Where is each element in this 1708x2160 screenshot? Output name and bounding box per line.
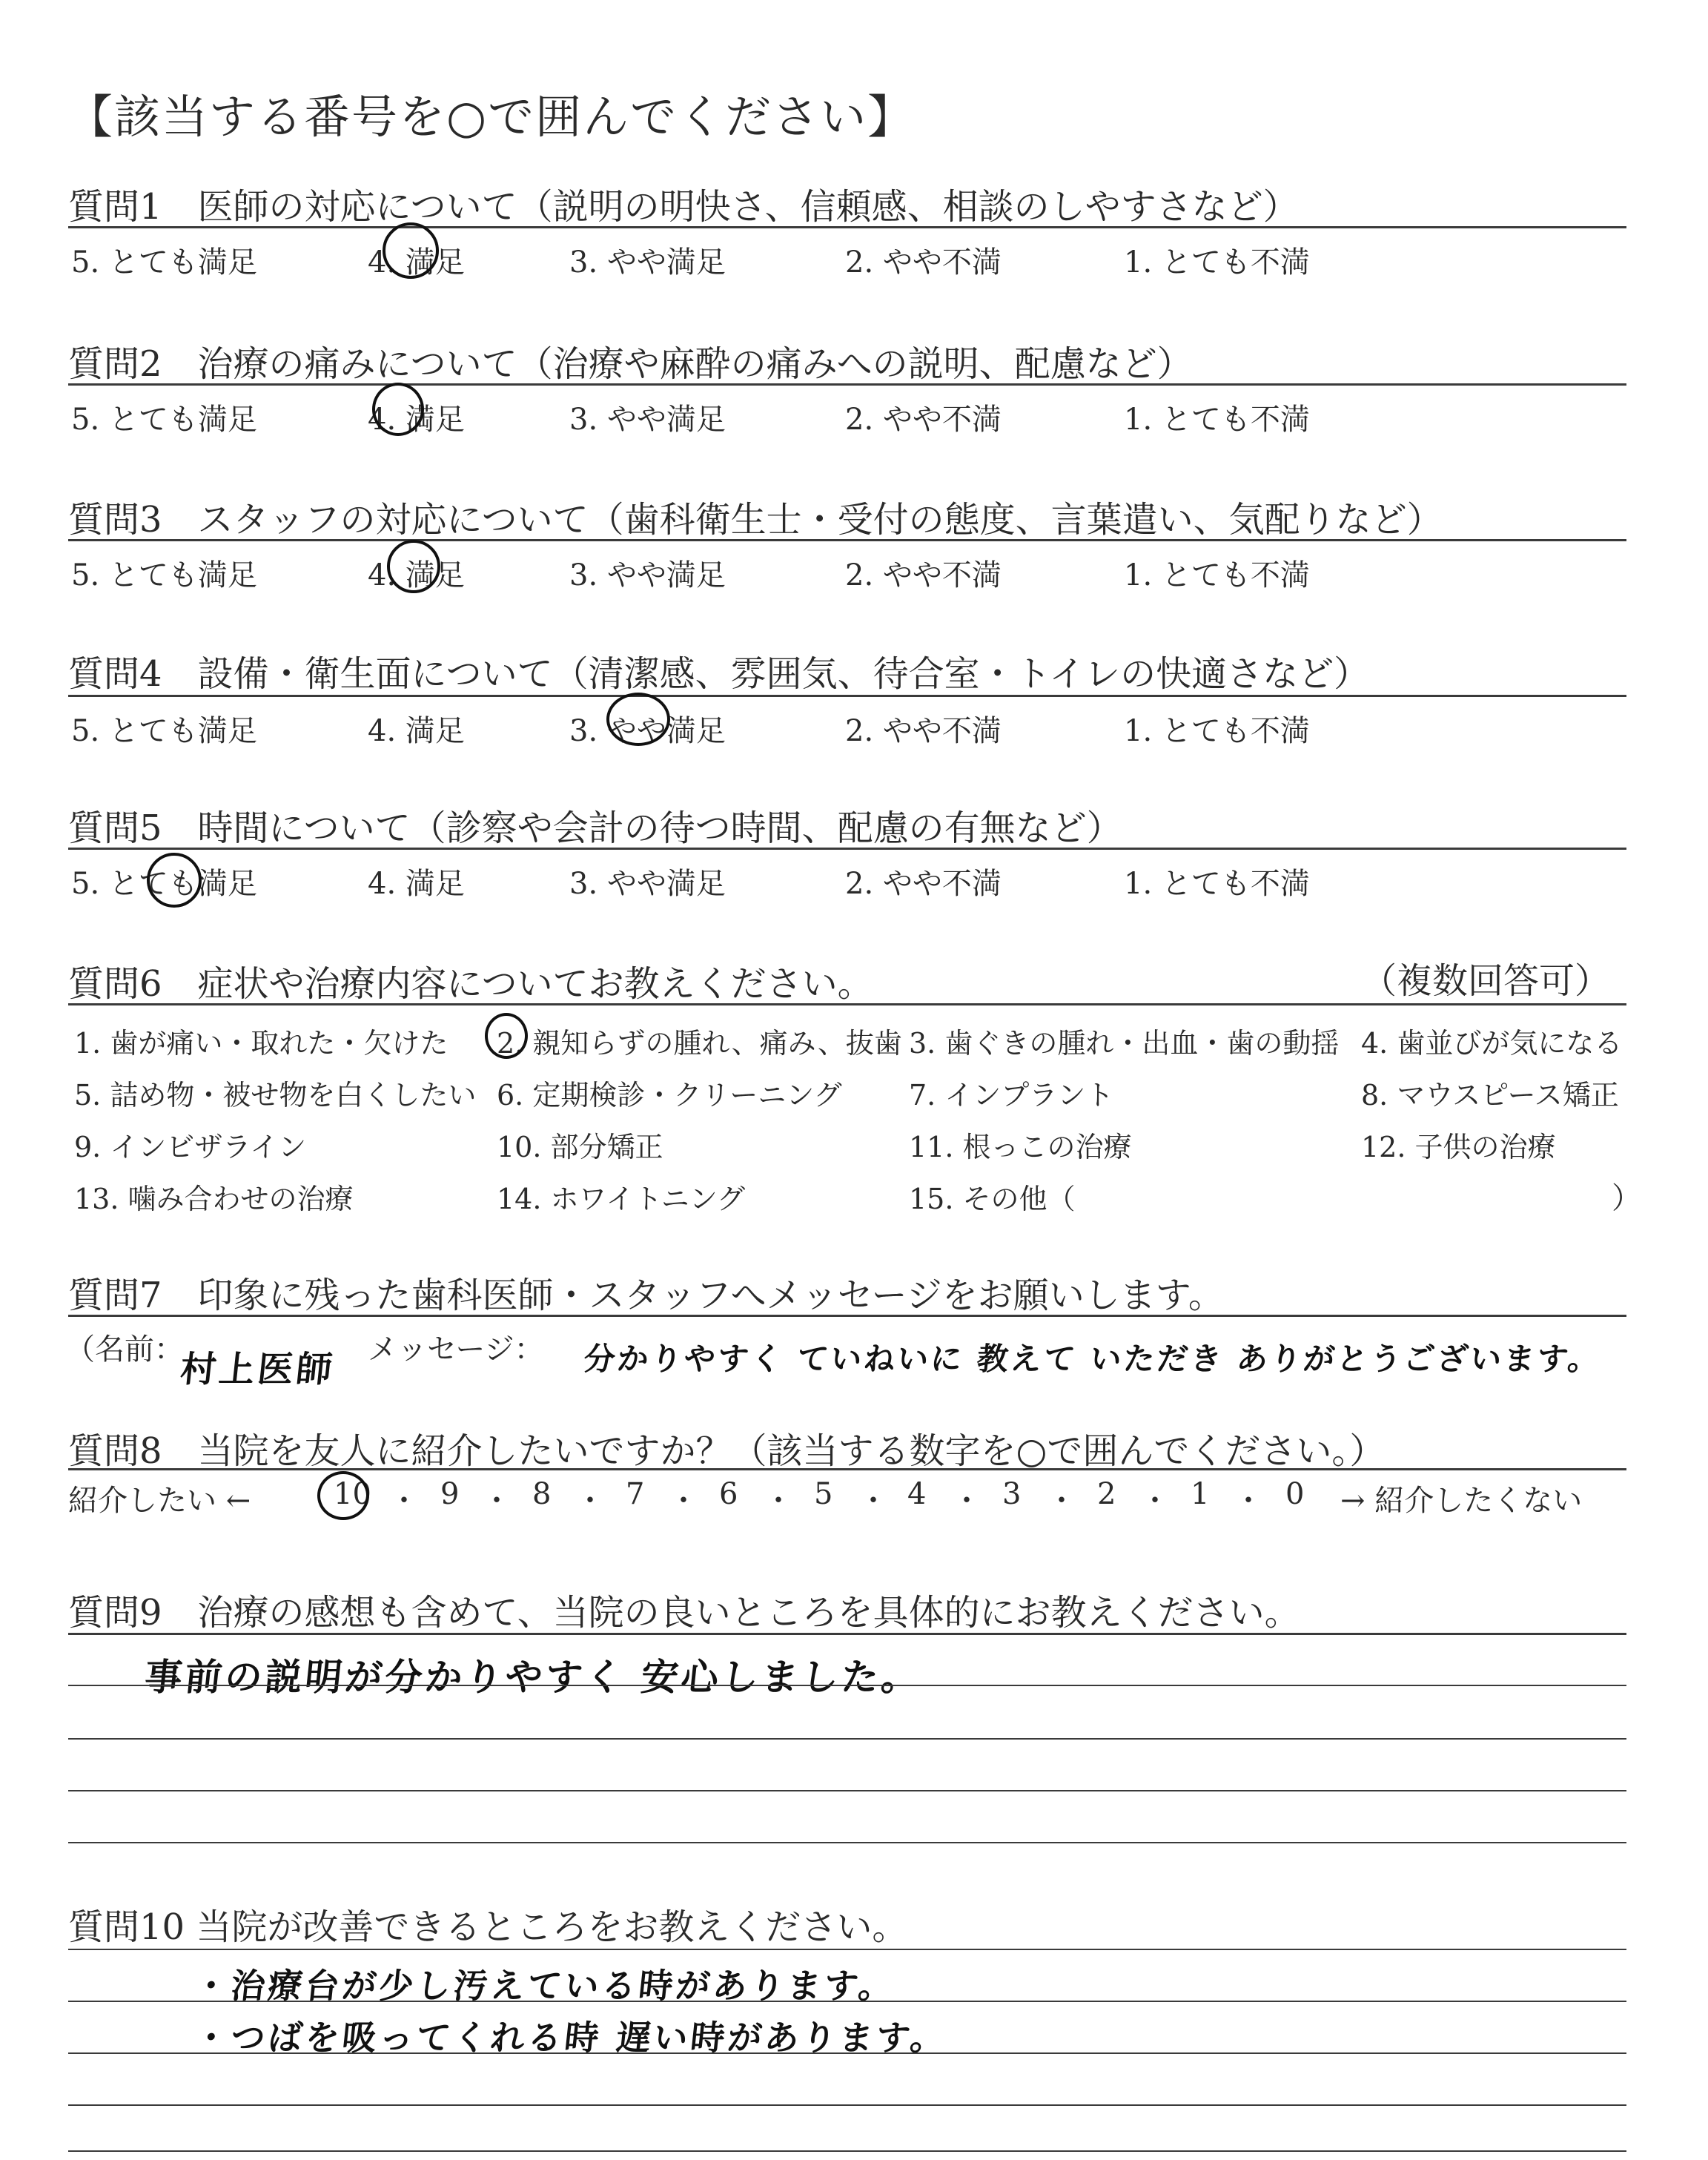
writing-line — [68, 1633, 1626, 1635]
q6-option-5[interactable]: 5. 詰め物・被せ物を白くしたい — [74, 1079, 477, 1112]
question-title: 質問4 設備・衛生面について（清潔感、雰囲気、待合室・トイレの快適さなど） — [68, 653, 1370, 695]
writing-line — [68, 1738, 1626, 1740]
answer-handwriting[interactable]: 事前の説明が分かりやすく 安心しました。 — [142, 1656, 924, 1699]
multiple-answer-note: （複数回答可） — [1361, 960, 1611, 1002]
q6-option-11[interactable]: 11. 根っこの治療 — [909, 1131, 1132, 1163]
selection-circle — [387, 540, 440, 593]
option-3[interactable]: 3. やや満足 — [569, 867, 726, 901]
option-5[interactable]: 5. とても満足 — [71, 403, 257, 437]
scale-6[interactable]: 6 — [719, 1477, 738, 1511]
scale-7[interactable]: 7 — [626, 1477, 645, 1511]
scale-5[interactable]: 5 — [814, 1477, 833, 1511]
writing-line — [68, 2104, 1626, 2106]
option-2[interactable]: 2. やや不満 — [845, 867, 1002, 901]
divider — [68, 695, 1626, 697]
writing-line — [68, 2052, 1626, 2054]
option-1[interactable]: 1. とても不満 — [1124, 714, 1310, 748]
writing-line — [68, 1842, 1626, 1843]
question-title: 質問6 症状や治療内容についてお教えください。 — [68, 963, 873, 1005]
q6-option-7[interactable]: 7. インプラント — [909, 1079, 1114, 1112]
option-3[interactable]: 3. やや満足 — [569, 403, 726, 437]
message-label: メッセージ： — [368, 1332, 544, 1367]
scale-10[interactable]: 10 — [334, 1477, 371, 1511]
writing-line — [68, 2150, 1626, 2152]
q6-option-15[interactable]: 15. その他（ — [909, 1183, 1076, 1215]
option-2[interactable]: 2. やや不満 — [845, 403, 1002, 437]
separator: ・ — [1234, 1484, 1263, 1518]
scale-9[interactable]: 9 — [440, 1477, 460, 1511]
scale-0[interactable]: 0 — [1285, 1477, 1305, 1511]
separator: ・ — [389, 1484, 419, 1518]
answer-handwriting-1[interactable]: ・治療台が少し汚えている時があります。 — [191, 1966, 898, 2006]
divider — [68, 226, 1626, 228]
question-title: 質問8 当院を友人に紹介したいですか？（該当する数字を○で囲んでください。） — [68, 1430, 1386, 1472]
option-1[interactable]: 1. とても不満 — [1124, 867, 1310, 901]
question-title: 質問5 時間について（診察や会計の待つ時間、配慮の有無など） — [68, 807, 1122, 849]
separator: ・ — [482, 1484, 512, 1518]
option-4[interactable]: 4. 満足 — [368, 245, 465, 280]
scale-4[interactable]: 4 — [907, 1477, 927, 1511]
option-3[interactable]: 3. やや満足 — [569, 558, 726, 592]
q6-option-1[interactable]: 1. 歯が痛い・取れた・欠けた — [74, 1027, 448, 1060]
separator: ・ — [1140, 1484, 1170, 1518]
writing-line — [68, 2001, 1626, 2002]
option-1[interactable]: 1. とても不満 — [1124, 245, 1310, 280]
question-title: 質問9 治療の感想も含めて、当院の良いところを具体的にお教えください。 — [68, 1592, 1300, 1634]
writing-line — [68, 1685, 1626, 1686]
selection-circle — [485, 1013, 528, 1059]
q6-option-14[interactable]: 14. ホワイトニング — [497, 1183, 746, 1215]
selection-circle — [383, 222, 439, 279]
q6-option-6[interactable]: 6. 定期検診・クリーニング — [497, 1079, 842, 1112]
separator: ・ — [858, 1484, 888, 1518]
name-label: （名前： — [65, 1332, 184, 1367]
question-title: 質問10 当院が改善できるところをお教えください。 — [68, 1906, 908, 1948]
scale-3[interactable]: 3 — [1002, 1477, 1022, 1511]
option-2[interactable]: 2. やや不満 — [845, 558, 1002, 592]
option-4[interactable]: 4. 満足 — [368, 867, 465, 901]
option-5[interactable]: 5. とても満足 — [71, 558, 257, 592]
selection-circle — [317, 1471, 369, 1520]
option-3[interactable]: 3. やや満足 — [569, 714, 726, 748]
q6-option-3[interactable]: 3. 歯ぐきの腫れ・出血・歯の動揺 — [909, 1027, 1340, 1060]
q6-option-8[interactable]: 8. マウスピース矯正 — [1361, 1079, 1619, 1112]
option-4[interactable]: 4. 満足 — [368, 558, 465, 592]
option-1[interactable]: 1. とても不満 — [1124, 403, 1310, 437]
writing-line — [68, 1949, 1626, 1950]
separator: ・ — [1047, 1484, 1076, 1518]
option-4[interactable]: 4. 満足 — [368, 714, 465, 748]
divider — [68, 1315, 1626, 1317]
selection-circle — [147, 853, 202, 908]
question-title: 質問1 医師の対応について（説明の明快さ、信頼感、相談のしやすさなど） — [68, 186, 1299, 228]
separator: ・ — [575, 1484, 605, 1518]
q6-option-2[interactable]: 2. 親知らずの腫れ、痛み、抜歯 — [497, 1027, 902, 1060]
option-1[interactable]: 1. とても不満 — [1124, 558, 1310, 592]
option-4[interactable]: 4. 満足 — [368, 403, 465, 437]
divider — [68, 539, 1626, 541]
other-paren-close: ） — [1612, 1181, 1641, 1215]
name-handwriting[interactable]: 村上医師 — [178, 1349, 337, 1390]
option-2[interactable]: 2. やや不満 — [845, 245, 1002, 280]
question-title: 質問3 スタッフの対応について（歯科衛生士・受付の態度、言葉遣い、気配りなど） — [68, 499, 1443, 541]
separator: ・ — [669, 1484, 698, 1518]
option-2[interactable]: 2. やや不満 — [845, 714, 1002, 748]
q6-option-12[interactable]: 12. 子供の治療 — [1361, 1131, 1556, 1163]
scale-2[interactable]: 2 — [1097, 1477, 1116, 1511]
question-title: 質問7 印象に残った歯科医師・スタッフへメッセージをお願いします。 — [68, 1275, 1224, 1316]
option-5[interactable]: 5. とても満足 — [71, 245, 257, 280]
writing-line — [68, 1790, 1626, 1791]
divider — [68, 848, 1626, 850]
option-5[interactable]: 5. とても満足 — [71, 714, 257, 748]
question-title: 質問2 治療の痛みについて（治療や麻酔の痛みへの説明、配慮など） — [68, 343, 1193, 385]
recommend-left-label: 紹介したい ← — [68, 1484, 251, 1518]
divider — [68, 1468, 1626, 1470]
scale-8[interactable]: 8 — [532, 1477, 552, 1511]
divider — [68, 1003, 1626, 1005]
q6-option-13[interactable]: 13. 噛み合わせの治療 — [74, 1183, 354, 1215]
separator: ・ — [952, 1484, 982, 1518]
q6-option-4[interactable]: 4. 歯並びが気になる — [1361, 1027, 1623, 1060]
q6-option-9[interactable]: 9. インビザライン — [74, 1131, 307, 1163]
scale-1[interactable]: 1 — [1191, 1477, 1210, 1511]
divider — [68, 383, 1626, 386]
option-5[interactable]: 5. とても満足 — [71, 867, 257, 901]
q6-option-10[interactable]: 10. 部分矯正 — [497, 1131, 663, 1163]
message-handwriting[interactable]: 分かりやすく ていねいに 教えて いただき ありがとうございます。 — [582, 1341, 1603, 1377]
answer-handwriting-2[interactable]: ・つばを吸ってくれる時 遅い時があります。 — [191, 2018, 950, 2058]
selection-circle — [606, 693, 670, 746]
recommend-right-label: → 紹介したくない — [1340, 1484, 1583, 1518]
form-heading: 【該当する番号を○で囲んでください】 — [67, 90, 916, 144]
separator: ・ — [764, 1484, 793, 1518]
selection-circle — [372, 383, 424, 436]
option-3[interactable]: 3. やや満足 — [569, 245, 726, 280]
